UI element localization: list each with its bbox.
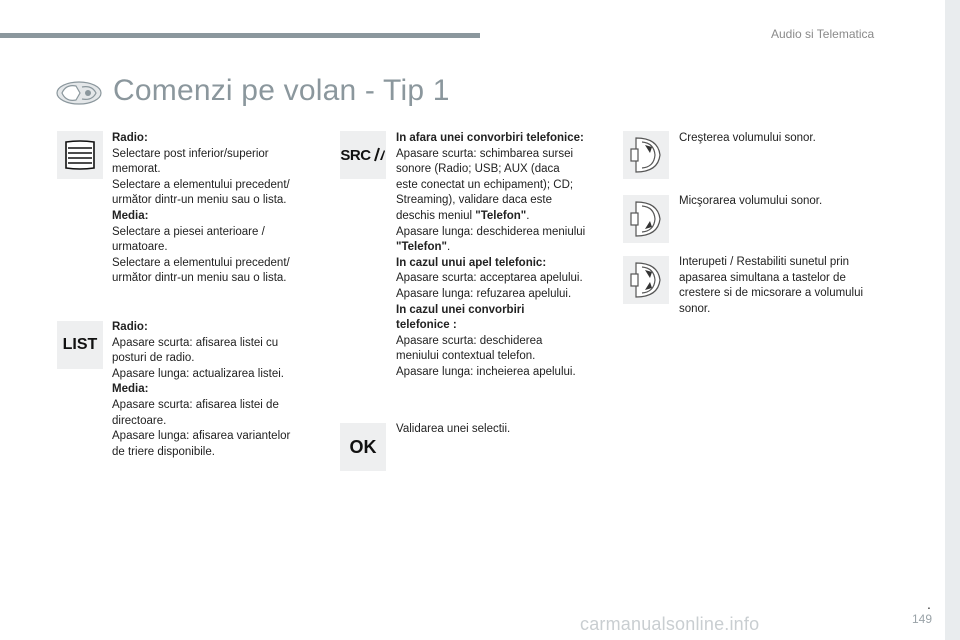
list-description [112, 320, 327, 460]
src-description [396, 131, 616, 381]
text-line: Apasare scurta: deschiderea [396, 334, 543, 347]
text-line: meniului contextual telefon. [396, 350, 536, 363]
text-line: Apasare lunga: deschiderea meniului [396, 225, 586, 238]
text-line: Apasare scurta: schimbarea sursei [396, 147, 574, 160]
text-line: sonore (Radio; USB; AUX (daca [396, 163, 560, 176]
text-line: apasarea simultana a tastelor de [679, 271, 846, 284]
heading-during-call-cont: telefonice : [396, 319, 457, 332]
text-line: Interupeti / Restabiliti sunetul prin [679, 256, 850, 268]
scroll-wheel-button [57, 131, 103, 179]
heading-outside-call: In afara unei convorbiri telefonice: [396, 132, 584, 144]
page-marker: . [927, 596, 931, 612]
list-button [57, 321, 103, 369]
volume-down-button [623, 195, 669, 243]
text-line: Selectare post inferior/superior [112, 147, 269, 160]
src-button-icon [340, 146, 385, 164]
text-line: memorat. [112, 163, 161, 176]
src-button-label: SRC [340, 147, 371, 164]
text-line: urmatoare. [112, 241, 168, 254]
telefon-label: "Telefon" [396, 241, 447, 254]
volume-down-description [679, 194, 899, 210]
text-line: următor dintr-un meniu sau o lista. [112, 194, 287, 207]
volume-up-description [679, 131, 899, 147]
list-button-icon: LIST [62, 336, 98, 353]
volume-up-button [623, 131, 669, 179]
text-line: Micşorarea volumului sonor. [679, 195, 823, 207]
mute-description [679, 255, 904, 317]
page-number: 149 [912, 612, 933, 626]
text-line: Apasare lunga: actualizarea listei. [112, 367, 284, 380]
media-heading: Media: [112, 209, 149, 222]
phone-slash-icon [372, 146, 386, 162]
text-line [396, 209, 616, 225]
text-line: Apasare scurta: afisarea listei de [112, 398, 279, 411]
text-fragment: deschis meniul [396, 209, 476, 222]
ok-button-icon: OK [349, 436, 377, 457]
text-line: de triere disponibile. [112, 445, 215, 458]
page-edge-strip [945, 0, 960, 640]
page-title: Comenzi pe volan - Tip 1 [113, 74, 450, 107]
ok-description [396, 422, 616, 438]
mute-button [623, 256, 669, 304]
text-line: Apasare lunga: incheierea apelului. [396, 365, 576, 378]
text-line: Streaming), validare daca este [396, 194, 552, 207]
radio-heading: Radio: [112, 321, 148, 333]
text-fragment: . [526, 209, 530, 222]
text-line: Validarea unei selectii. [396, 423, 511, 435]
text-fragment: . [446, 241, 451, 254]
telefon-label: "Telefon" [475, 209, 527, 222]
text-line: Apasare scurta: afisarea listei cu [112, 336, 279, 349]
text-line [396, 240, 616, 256]
text-line: următor dintr-un meniu sau o lista. [112, 272, 287, 285]
text-line: Creşterea volumului sonor. [679, 132, 816, 144]
text-line: Selectare a piesei anterioare / [112, 225, 265, 238]
radio-heading: Radio: [112, 132, 148, 144]
ok-button [340, 423, 386, 471]
text-line: directoare. [112, 414, 167, 427]
scroll-wheel-description [112, 131, 327, 287]
media-heading: Media: [112, 383, 149, 396]
scroll-wheel-icon [63, 140, 97, 170]
text-line: Apasare scurta: acceptarea apelului. [396, 272, 583, 285]
text-line: crestere si de micsorare a volumului [679, 287, 864, 300]
heading-incoming-call: In cazul unui apel telefonic: [396, 256, 547, 269]
text-line: Apasare lunga: afisarea variantelor [112, 430, 291, 443]
steering-wheel-controls-icon [56, 80, 102, 106]
text-line: sonor. [679, 302, 711, 315]
text-line: este conectat un echipament); CD; [396, 178, 574, 191]
text-line: Selectare a elementului precedent/ [112, 178, 290, 191]
watermark: carmanualsonline.info [580, 614, 760, 634]
volume-down-icon [628, 199, 664, 239]
text-line: Selectare a elementului precedent/ [112, 256, 290, 269]
text-line: posturi de radio. [112, 352, 195, 365]
header-rule [0, 33, 480, 38]
mute-icon [628, 260, 664, 300]
heading-during-call: In cazul unei convorbiri [396, 303, 525, 316]
volume-up-icon [628, 135, 664, 175]
section-title: Audio si Telematica [771, 27, 875, 41]
text-line: Apasare lunga: refuzarea apelului. [396, 287, 572, 300]
src-button [340, 131, 386, 179]
